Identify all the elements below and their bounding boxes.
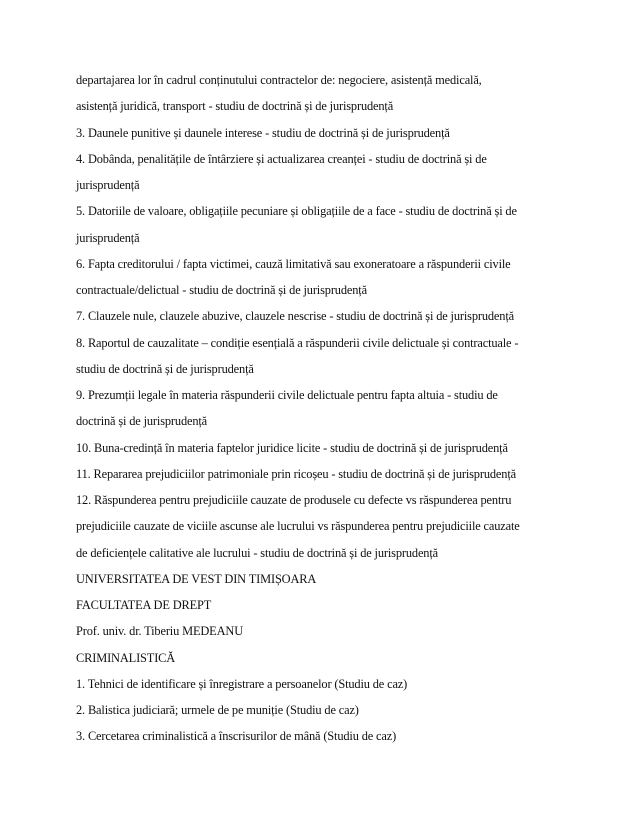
text-line-9: contractuale/delictual - studiu de doctrină și de jurisprudență	[76, 283, 367, 297]
text-line-6: 5. Datoriile de valoare, obligațiile pecuniare și obligațiile de a face - studiu de doctrină și de	[76, 204, 517, 219]
document-body	[76, 70, 566, 753]
text-line-13: 9. Prezumții legale în materia răspunderii civile delictuale pentru fapta altuia - studiu de	[76, 388, 498, 402]
text-line-5: jurisprudență	[76, 178, 140, 192]
text-line-3: 3. Daunele punitive și daunele interese - studiu de doctrină și de jurisprudență	[76, 125, 450, 140]
text-line-7: jurisprudență	[76, 230, 140, 245]
university-heading: UNIVERSITATEA DE VEST DIN TIMIȘOARA	[76, 571, 317, 586]
text-line-16: 11. Repararea prejudiciilor patrimoniale prin ricoșeu - studiu de doctrină și de jurisprudență	[76, 466, 516, 481]
text-line-19: de deficiențele calitative ale lucrului - studiu de doctrină și de jurisprudență	[76, 545, 438, 560]
text-line-12: studiu de doctrină și de jurisprudență	[76, 361, 254, 376]
text-line-15: 10. Buna-credință în materia faptelor juridice licite - studiu de doctrină și de jurisprudență	[76, 440, 508, 455]
text-line-24: 1. Tehnici de identificare și înregistrare a persoanelor (Studiu de caz)	[76, 676, 408, 691]
text-line-8: 6. Fapta creditorului / fapta victimei, cauză limitativă sau exoneratoare a răspunderii civile	[76, 256, 511, 271]
text-line-17: 12. Răspunderea pentru prejudiciile cauzate de produsele cu defecte vs răspunderea pentru	[76, 493, 512, 507]
text-line-14: doctrină și de jurisprudență	[76, 414, 208, 429]
text-line-18: prejudiciile cauzate de viciile ascunse ale lucrului vs răspunderea pentru prejudiciile cauzate	[76, 519, 520, 534]
faculty-heading: FACULTATEA DE DREPT	[76, 598, 212, 612]
text-line-10: 7. Clauzele nule, clauzele abuzive, clauzele nescrise - studiu de doctrină și de jurisprudență	[76, 309, 514, 324]
text-line-1: departajarea lor în cadrul conținutului contractelor de: negociere, asistență medicală,	[76, 73, 482, 87]
text-line-4: 4. Dobânda, penalitățile de întârziere și actualizarea creanței - studiu de doctrină și de	[76, 151, 487, 166]
professor-name: Prof. univ. dr. Tiberiu MEDEANU	[76, 624, 243, 639]
text-line-11: 8. Raportul de cauzalitate – condiție esențială a răspunderii civile delictuale și contractuale -	[76, 335, 519, 350]
text-line-26: 3. Cercetarea criminalistică a înscrisurilor de mână (Studiu de caz)	[76, 729, 397, 744]
text-line-25: 2. Balistica judiciară; urmele de pe muniție (Studiu de caz)	[76, 703, 359, 717]
text-line-2: asistență juridică, transport - studiu de doctrină și de jurisprudență	[76, 99, 394, 114]
course-title: CRIMINALISTICĂ	[76, 650, 176, 665]
